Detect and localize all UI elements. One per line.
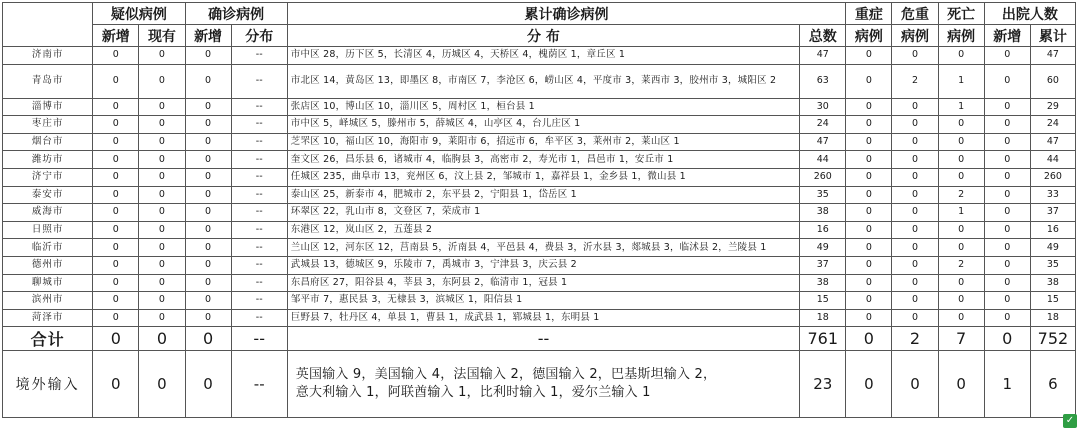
table-row	[3, 309, 1076, 327]
death-count: 0	[938, 116, 984, 134]
cumulative-total: 15	[800, 292, 846, 310]
foreign-discharged-cumulative: 6	[1030, 351, 1075, 418]
suspected-new: 0	[93, 186, 139, 204]
death-count: 0	[938, 47, 984, 65]
table-row	[3, 186, 1076, 204]
confirmed-new: 0	[185, 47, 231, 65]
city-name: 烟台市	[3, 133, 93, 151]
suspected-new: 0	[93, 64, 139, 98]
cumulative-total: 44	[800, 151, 846, 169]
severe-count: 0	[846, 64, 892, 98]
critical-count: 0	[892, 292, 938, 310]
suspected-new: 0	[93, 133, 139, 151]
table-row	[3, 256, 1076, 274]
foreign-confirmed-distribution: --	[231, 351, 287, 418]
city-name: 青岛市	[3, 64, 93, 98]
death-count: 0	[938, 151, 984, 169]
confirmed-new: 0	[185, 151, 231, 169]
discharged-cumulative: 38	[1030, 274, 1075, 292]
suspected-new: 0	[93, 256, 139, 274]
critical-count: 0	[892, 116, 938, 134]
confirmed-distribution: --	[231, 133, 287, 151]
foreign-label: 境外输入	[3, 351, 93, 418]
district-distribution: 市中区 5，峄城区 5，滕州市 5，薛城区 4，山亭区 4，台儿庄区 1	[287, 116, 799, 134]
district-distribution: 任城区 235，曲阜市 13，兖州区 6，汶上县 2，邹城市 1，嘉祥县 1，金乡县 1，微山县 1	[287, 168, 799, 186]
wechat-icon: ✓	[1063, 414, 1077, 428]
total-row	[3, 327, 1076, 351]
total-cumulative: 761	[800, 327, 846, 351]
severe-count: 0	[846, 133, 892, 151]
confirmed-distribution: --	[231, 64, 287, 98]
discharged-new: 0	[984, 274, 1030, 292]
total-death: 7	[938, 327, 984, 351]
foreign-critical: 0	[892, 351, 938, 418]
severe-count: 0	[846, 168, 892, 186]
death-count: 1	[938, 204, 984, 222]
suspected-new: 0	[93, 98, 139, 116]
total-distribution: --	[287, 327, 799, 351]
critical-count: 0	[892, 256, 938, 274]
death-count: 2	[938, 186, 984, 204]
foreign-suspected-current: 0	[139, 351, 185, 418]
foreign-distribution-line-1: 英国输入 9，美国输入 4，法国输入 2，德国输入 2，巴基斯坦输入 2，	[295, 367, 717, 383]
table-row	[3, 239, 1076, 257]
confirmed-distribution: --	[231, 98, 287, 116]
suspected-current: 0	[139, 151, 185, 169]
header-death: 死亡	[938, 3, 984, 25]
confirmed-distribution: --	[231, 309, 287, 327]
city-name: 济南市	[3, 47, 93, 65]
discharged-new: 0	[984, 186, 1030, 204]
total-suspected-current: 0	[139, 327, 185, 351]
discharged-cumulative: 47	[1030, 47, 1075, 65]
discharged-new: 0	[984, 98, 1030, 116]
discharged-cumulative: 49	[1030, 239, 1075, 257]
critical-count: 0	[892, 186, 938, 204]
city-name: 济宁市	[3, 168, 93, 186]
table-row	[3, 133, 1076, 151]
critical-count: 0	[892, 309, 938, 327]
suspected-new: 0	[93, 239, 139, 257]
table-row	[3, 47, 1076, 65]
critical-count: 2	[892, 64, 938, 98]
header-severe: 重症	[846, 3, 892, 25]
confirmed-distribution: --	[231, 168, 287, 186]
foreign-confirmed-new: 0	[185, 351, 231, 418]
header-suspected-new: 新增	[93, 25, 139, 47]
city-name: 泰安市	[3, 186, 93, 204]
header-critical-cases: 病例	[892, 25, 938, 47]
suspected-current: 0	[139, 133, 185, 151]
death-count: 0	[938, 221, 984, 239]
suspected-current: 0	[139, 274, 185, 292]
header-discharged: 出院人数	[984, 3, 1075, 25]
critical-count: 0	[892, 133, 938, 151]
confirmed-new: 0	[185, 221, 231, 239]
district-distribution: 东港区 12，岚山区 2，五莲县 2	[287, 221, 799, 239]
district-distribution: 芝罘区 10，福山区 10，海阳市 9，莱阳市 6，招远市 6，牟平区 3，莱州市 2，莱山区 1	[287, 133, 799, 151]
critical-count: 0	[892, 168, 938, 186]
cumulative-total: 16	[800, 221, 846, 239]
critical-count: 0	[892, 221, 938, 239]
severe-count: 0	[846, 186, 892, 204]
confirmed-new: 0	[185, 256, 231, 274]
confirmed-distribution: --	[231, 221, 287, 239]
suspected-current: 0	[139, 309, 185, 327]
foreign-death: 0	[938, 351, 984, 418]
suspected-new: 0	[93, 274, 139, 292]
death-count: 0	[938, 168, 984, 186]
discharged-cumulative: 44	[1030, 151, 1075, 169]
header-suspected-current: 现有	[139, 25, 185, 47]
suspected-new: 0	[93, 204, 139, 222]
confirmed-new: 0	[185, 64, 231, 98]
cumulative-total: 47	[800, 133, 846, 151]
foreign-distribution	[287, 351, 799, 418]
header-row-sub	[3, 25, 1076, 47]
death-count: 0	[938, 239, 984, 257]
cumulative-total: 38	[800, 274, 846, 292]
death-count: 0	[938, 309, 984, 327]
discharged-cumulative: 35	[1030, 256, 1075, 274]
severe-count: 0	[846, 256, 892, 274]
district-distribution: 邹平市 7，惠民县 3，无棣县 3，滨城区 1，阳信县 1	[287, 292, 799, 310]
header-confirmed: 确诊病例	[185, 3, 287, 25]
district-distribution: 兰山区 12，河东区 12，莒南县 5，沂南县 4，平邑县 4，费县 3，沂水县 3，郯城县 3，临沭县 2，兰陵县 1	[287, 239, 799, 257]
header-row-top	[3, 3, 1076, 25]
severe-count: 0	[846, 204, 892, 222]
table-row	[3, 98, 1076, 116]
confirmed-new: 0	[185, 239, 231, 257]
covid-case-table	[2, 2, 1076, 418]
discharged-new: 0	[984, 64, 1030, 98]
suspected-new: 0	[93, 309, 139, 327]
cumulative-total: 35	[800, 186, 846, 204]
cumulative-total: 18	[800, 309, 846, 327]
header-cumulative-distribution: 分 布	[287, 25, 799, 47]
discharged-new: 0	[984, 168, 1030, 186]
suspected-new: 0	[93, 168, 139, 186]
severe-count: 0	[846, 98, 892, 116]
district-distribution: 市北区 14，黄岛区 13，即墨区 8，市南区 7，李沧区 6，崂山区 4，平度市 3，莱西市 3，胶州市 3，城阳区 2	[287, 64, 799, 98]
discharged-new: 0	[984, 116, 1030, 134]
death-count: 0	[938, 133, 984, 151]
district-distribution: 张店区 10，博山区 10，淄川区 5，周村区 1，桓台县 1	[287, 98, 799, 116]
cumulative-total: 260	[800, 168, 846, 186]
suspected-new: 0	[93, 151, 139, 169]
confirmed-distribution: --	[231, 239, 287, 257]
discharged-cumulative: 60	[1030, 64, 1075, 98]
critical-count: 0	[892, 98, 938, 116]
confirmed-distribution: --	[231, 204, 287, 222]
city-name: 潍坊市	[3, 151, 93, 169]
foreign-discharged-new: 1	[984, 351, 1030, 418]
confirmed-new: 0	[185, 168, 231, 186]
table-row	[3, 116, 1076, 134]
confirmed-distribution: --	[231, 186, 287, 204]
header-cumulative: 累计确诊病例	[287, 3, 846, 25]
confirmed-new: 0	[185, 204, 231, 222]
discharged-cumulative: 29	[1030, 98, 1075, 116]
discharged-cumulative: 47	[1030, 133, 1075, 151]
total-label: 合计	[3, 327, 93, 351]
discharged-cumulative: 15	[1030, 292, 1075, 310]
header-critical: 危重	[892, 3, 938, 25]
confirmed-distribution: --	[231, 116, 287, 134]
cumulative-total: 63	[800, 64, 846, 98]
table-row	[3, 168, 1076, 186]
suspected-current: 0	[139, 116, 185, 134]
suspected-current: 0	[139, 204, 185, 222]
suspected-current: 0	[139, 98, 185, 116]
discharged-cumulative: 16	[1030, 221, 1075, 239]
city-name: 威海市	[3, 204, 93, 222]
header-cumulative-total: 总数	[800, 25, 846, 47]
city-name: 滨州市	[3, 292, 93, 310]
critical-count: 0	[892, 47, 938, 65]
discharged-cumulative: 37	[1030, 204, 1075, 222]
confirmed-new: 0	[185, 98, 231, 116]
severe-count: 0	[846, 116, 892, 134]
header-suspected: 疑似病例	[93, 3, 185, 25]
discharged-cumulative: 24	[1030, 116, 1075, 134]
suspected-new: 0	[93, 116, 139, 134]
total-discharged-cumulative: 752	[1030, 327, 1075, 351]
district-distribution: 奎文区 26，昌乐县 6，诸城市 4，临朐县 3，高密市 2，寿光市 1，昌邑市 1，安丘市 1	[287, 151, 799, 169]
suspected-current: 0	[139, 168, 185, 186]
discharged-new: 0	[984, 292, 1030, 310]
foreign-suspected-new: 0	[93, 351, 139, 418]
header-severe-cases: 病例	[846, 25, 892, 47]
cumulative-total: 24	[800, 116, 846, 134]
cumulative-total: 30	[800, 98, 846, 116]
header-discharged-cumulative: 累计	[1030, 25, 1075, 47]
severe-count: 0	[846, 292, 892, 310]
total-confirmed-distribution: --	[231, 327, 287, 351]
district-distribution: 环翠区 22，乳山市 8，文登区 7，荣成市 1	[287, 204, 799, 222]
cumulative-total: 47	[800, 47, 846, 65]
total-suspected-new: 0	[93, 327, 139, 351]
discharged-new: 0	[984, 309, 1030, 327]
table-row	[3, 221, 1076, 239]
city-name: 德州市	[3, 256, 93, 274]
severe-count: 0	[846, 274, 892, 292]
table-row	[3, 151, 1076, 169]
cumulative-total: 38	[800, 204, 846, 222]
city-name: 淄博市	[3, 98, 93, 116]
total-discharged-new: 0	[984, 327, 1030, 351]
severe-count: 0	[846, 151, 892, 169]
death-count: 0	[938, 292, 984, 310]
total-severe: 0	[846, 327, 892, 351]
discharged-new: 0	[984, 151, 1030, 169]
severe-count: 0	[846, 239, 892, 257]
suspected-current: 0	[139, 186, 185, 204]
cumulative-total: 37	[800, 256, 846, 274]
foreign-import-row	[3, 351, 1076, 418]
critical-count: 0	[892, 151, 938, 169]
discharged-new: 0	[984, 204, 1030, 222]
confirmed-distribution: --	[231, 151, 287, 169]
foreign-severe: 0	[846, 351, 892, 418]
discharged-cumulative: 260	[1030, 168, 1075, 186]
header-confirmed-new: 新增	[185, 25, 231, 47]
critical-count: 0	[892, 239, 938, 257]
confirmed-new: 0	[185, 309, 231, 327]
confirmed-new: 0	[185, 186, 231, 204]
table-row	[3, 292, 1076, 310]
suspected-current: 0	[139, 256, 185, 274]
death-count: 0	[938, 274, 984, 292]
suspected-current: 0	[139, 47, 185, 65]
header-confirmed-distribution: 分布	[231, 25, 287, 47]
district-distribution: 东昌府区 27，阳谷县 4，莘县 3，东阿县 2，临清市 1，冠县 1	[287, 274, 799, 292]
district-distribution: 市中区 28，历下区 5，长清区 4，历城区 4，天桥区 4，槐荫区 1，章丘区 1	[287, 47, 799, 65]
death-count: 1	[938, 98, 984, 116]
suspected-current: 0	[139, 221, 185, 239]
discharged-new: 0	[984, 239, 1030, 257]
confirmed-distribution: --	[231, 292, 287, 310]
discharged-cumulative: 18	[1030, 309, 1075, 327]
city-name: 聊城市	[3, 274, 93, 292]
header-corner-cell	[3, 3, 93, 47]
suspected-new: 0	[93, 47, 139, 65]
suspected-current: 0	[139, 239, 185, 257]
district-distribution: 泰山区 25，新泰市 4，肥城市 2，东平县 2，宁阳县 1，岱岳区 1	[287, 186, 799, 204]
district-distribution: 武城县 13，德城区 9，乐陵市 7，禹城市 3，宁津县 3，庆云县 2	[287, 256, 799, 274]
foreign-cumulative: 23	[800, 351, 846, 418]
header-death-cases: 病例	[938, 25, 984, 47]
discharged-cumulative: 33	[1030, 186, 1075, 204]
city-name: 临沂市	[3, 239, 93, 257]
severe-count: 0	[846, 47, 892, 65]
table-row	[3, 204, 1076, 222]
confirmed-new: 0	[185, 133, 231, 151]
suspected-new: 0	[93, 221, 139, 239]
confirmed-distribution: --	[231, 47, 287, 65]
suspected-new: 0	[93, 292, 139, 310]
city-name: 菏泽市	[3, 309, 93, 327]
critical-count: 0	[892, 274, 938, 292]
death-count: 1	[938, 64, 984, 98]
table-row	[3, 274, 1076, 292]
city-name: 枣庄市	[3, 116, 93, 134]
discharged-new: 0	[984, 256, 1030, 274]
severe-count: 0	[846, 309, 892, 327]
cumulative-total: 49	[800, 239, 846, 257]
death-count: 2	[938, 256, 984, 274]
total-confirmed-new: 0	[185, 327, 231, 351]
confirmed-new: 0	[185, 292, 231, 310]
header-discharged-new: 新增	[984, 25, 1030, 47]
total-critical: 2	[892, 327, 938, 351]
confirmed-new: 0	[185, 116, 231, 134]
discharged-new: 0	[984, 47, 1030, 65]
discharged-new: 0	[984, 133, 1030, 151]
confirmed-distribution: --	[231, 256, 287, 274]
critical-count: 0	[892, 204, 938, 222]
severe-count: 0	[846, 221, 892, 239]
foreign-distribution-line-2: 意大利输入 1，阿联酋输入 1，比利时输入 1，爱尔兰输入 1	[295, 385, 651, 401]
discharged-new: 0	[984, 221, 1030, 239]
table-row	[3, 64, 1076, 98]
confirmed-new: 0	[185, 274, 231, 292]
city-name: 日照市	[3, 221, 93, 239]
suspected-current: 0	[139, 292, 185, 310]
suspected-current: 0	[139, 64, 185, 98]
district-distribution: 巨野县 7，牡丹区 4，单县 1，曹县 1，成武县 1，郓城县 1，东明县 1	[287, 309, 799, 327]
confirmed-distribution: --	[231, 274, 287, 292]
